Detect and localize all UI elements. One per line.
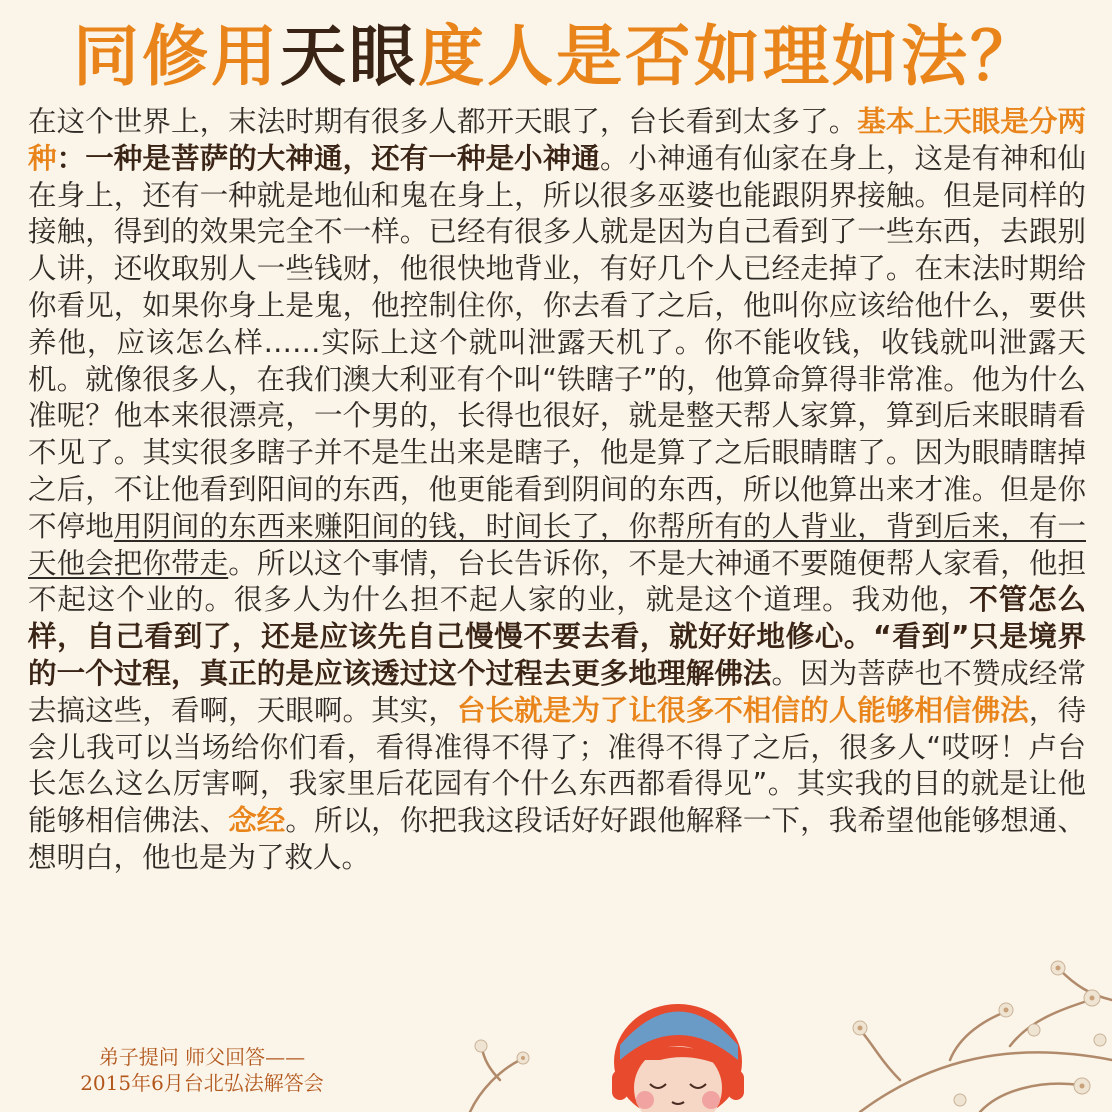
caption-line-2: 2015年6月台北弘法解答会 bbox=[80, 1071, 324, 1095]
text-segment: 在这个世界上，末法时期有很多人都开天眼了，台长看到太多了。 bbox=[28, 105, 858, 138]
highlight-dark: ：一种是菩萨的大神通，还有一种是小神通 bbox=[56, 141, 600, 175]
caption bbox=[42, 1044, 362, 1096]
text-segment: 。所以，你把我这段话好好跟他解释一下，我希望他能够想通、想明白，他也是为了救人。 bbox=[28, 804, 1086, 874]
highlight-dark: 不管怎么样，自己看到了，还是应该先自己慢慢不要去看，就好好地修心。“看到”只是境界的一个过程，真正的是应该透过这个过程去更多地理解佛法 bbox=[28, 583, 1086, 690]
text-segment: 。小神通有仙家在身上，这是有神和仙在身上，还有一种就是地仙和鬼在身上，所以很多巫婆也能跟阴界接触。但是同样的接触，得到的效果完全不一样。已经有很多人就是因为自己看到了一些东西，去跟别人讲，还收取别人一些钱财，他很快地背业，有好几个人已经走掉了。在末法时期给你看见，如果你身上是鬼，他控制住你，你去看了之后，他叫你应该给他什么，要供养他，应该怎么样……实际上这个就叫泄露天机了。你不能收钱，收钱就叫泄露天机。就像很多人，在我们澳大利亚有个叫“铁瞎子”的，他算命算得非常准。他为什么准呢？他本来很漂亮，一个男的，长得也很好，就是整天帮人家算，算到后来眼睛看不见了。其实很多瞎子并不是生出来是瞎子，他是算了之后眼睛瞎了。因为眼睛瞎掉之后，不让他看到阳间的东西，他更能看到阴间的东西，所以他算出来才准。但是你不停地 bbox=[28, 141, 1086, 543]
highlight-orange: 台长就是为了让很多不相信的人能够相信佛法 bbox=[456, 693, 1029, 727]
title-part-2: 天眼 bbox=[280, 18, 418, 95]
caption-line-1: 弟子提问 师父回答—— bbox=[98, 1045, 306, 1069]
underlined-text: 用阴间的东西来赚阳间的钱，时间长了，你帮所有的人背业，背到后来，有一天他会把你带走 bbox=[28, 509, 1086, 580]
text-segment: 。因为菩萨也不赞成经常去搞这些，看啊，天眼啊。其实， bbox=[28, 656, 1086, 727]
title-part-3: 度人是否如理如法？ bbox=[418, 18, 1039, 95]
title-part-1: 同修用 bbox=[73, 18, 280, 95]
text-segment: ，待会儿我可以当场给你们看，看得准得不得了；准得不得了之后，很多人“哎呀！卢台长怎么这么厉害啊，我家里后花园有个什么东西都看得见”。其实我的目的就是让他能够相信佛法、 bbox=[28, 693, 1086, 838]
text-segment: 。所以这个事情，台长告诉你，不是大神通不要随便帮人家看，他担不起这个业的。很多人为什么担不起人家的业，就是这个道理。我劝他， bbox=[28, 546, 1086, 617]
highlight-orange: 基本上天眼是分两种 bbox=[28, 105, 1086, 175]
highlight-orange: 念经 bbox=[228, 804, 286, 838]
